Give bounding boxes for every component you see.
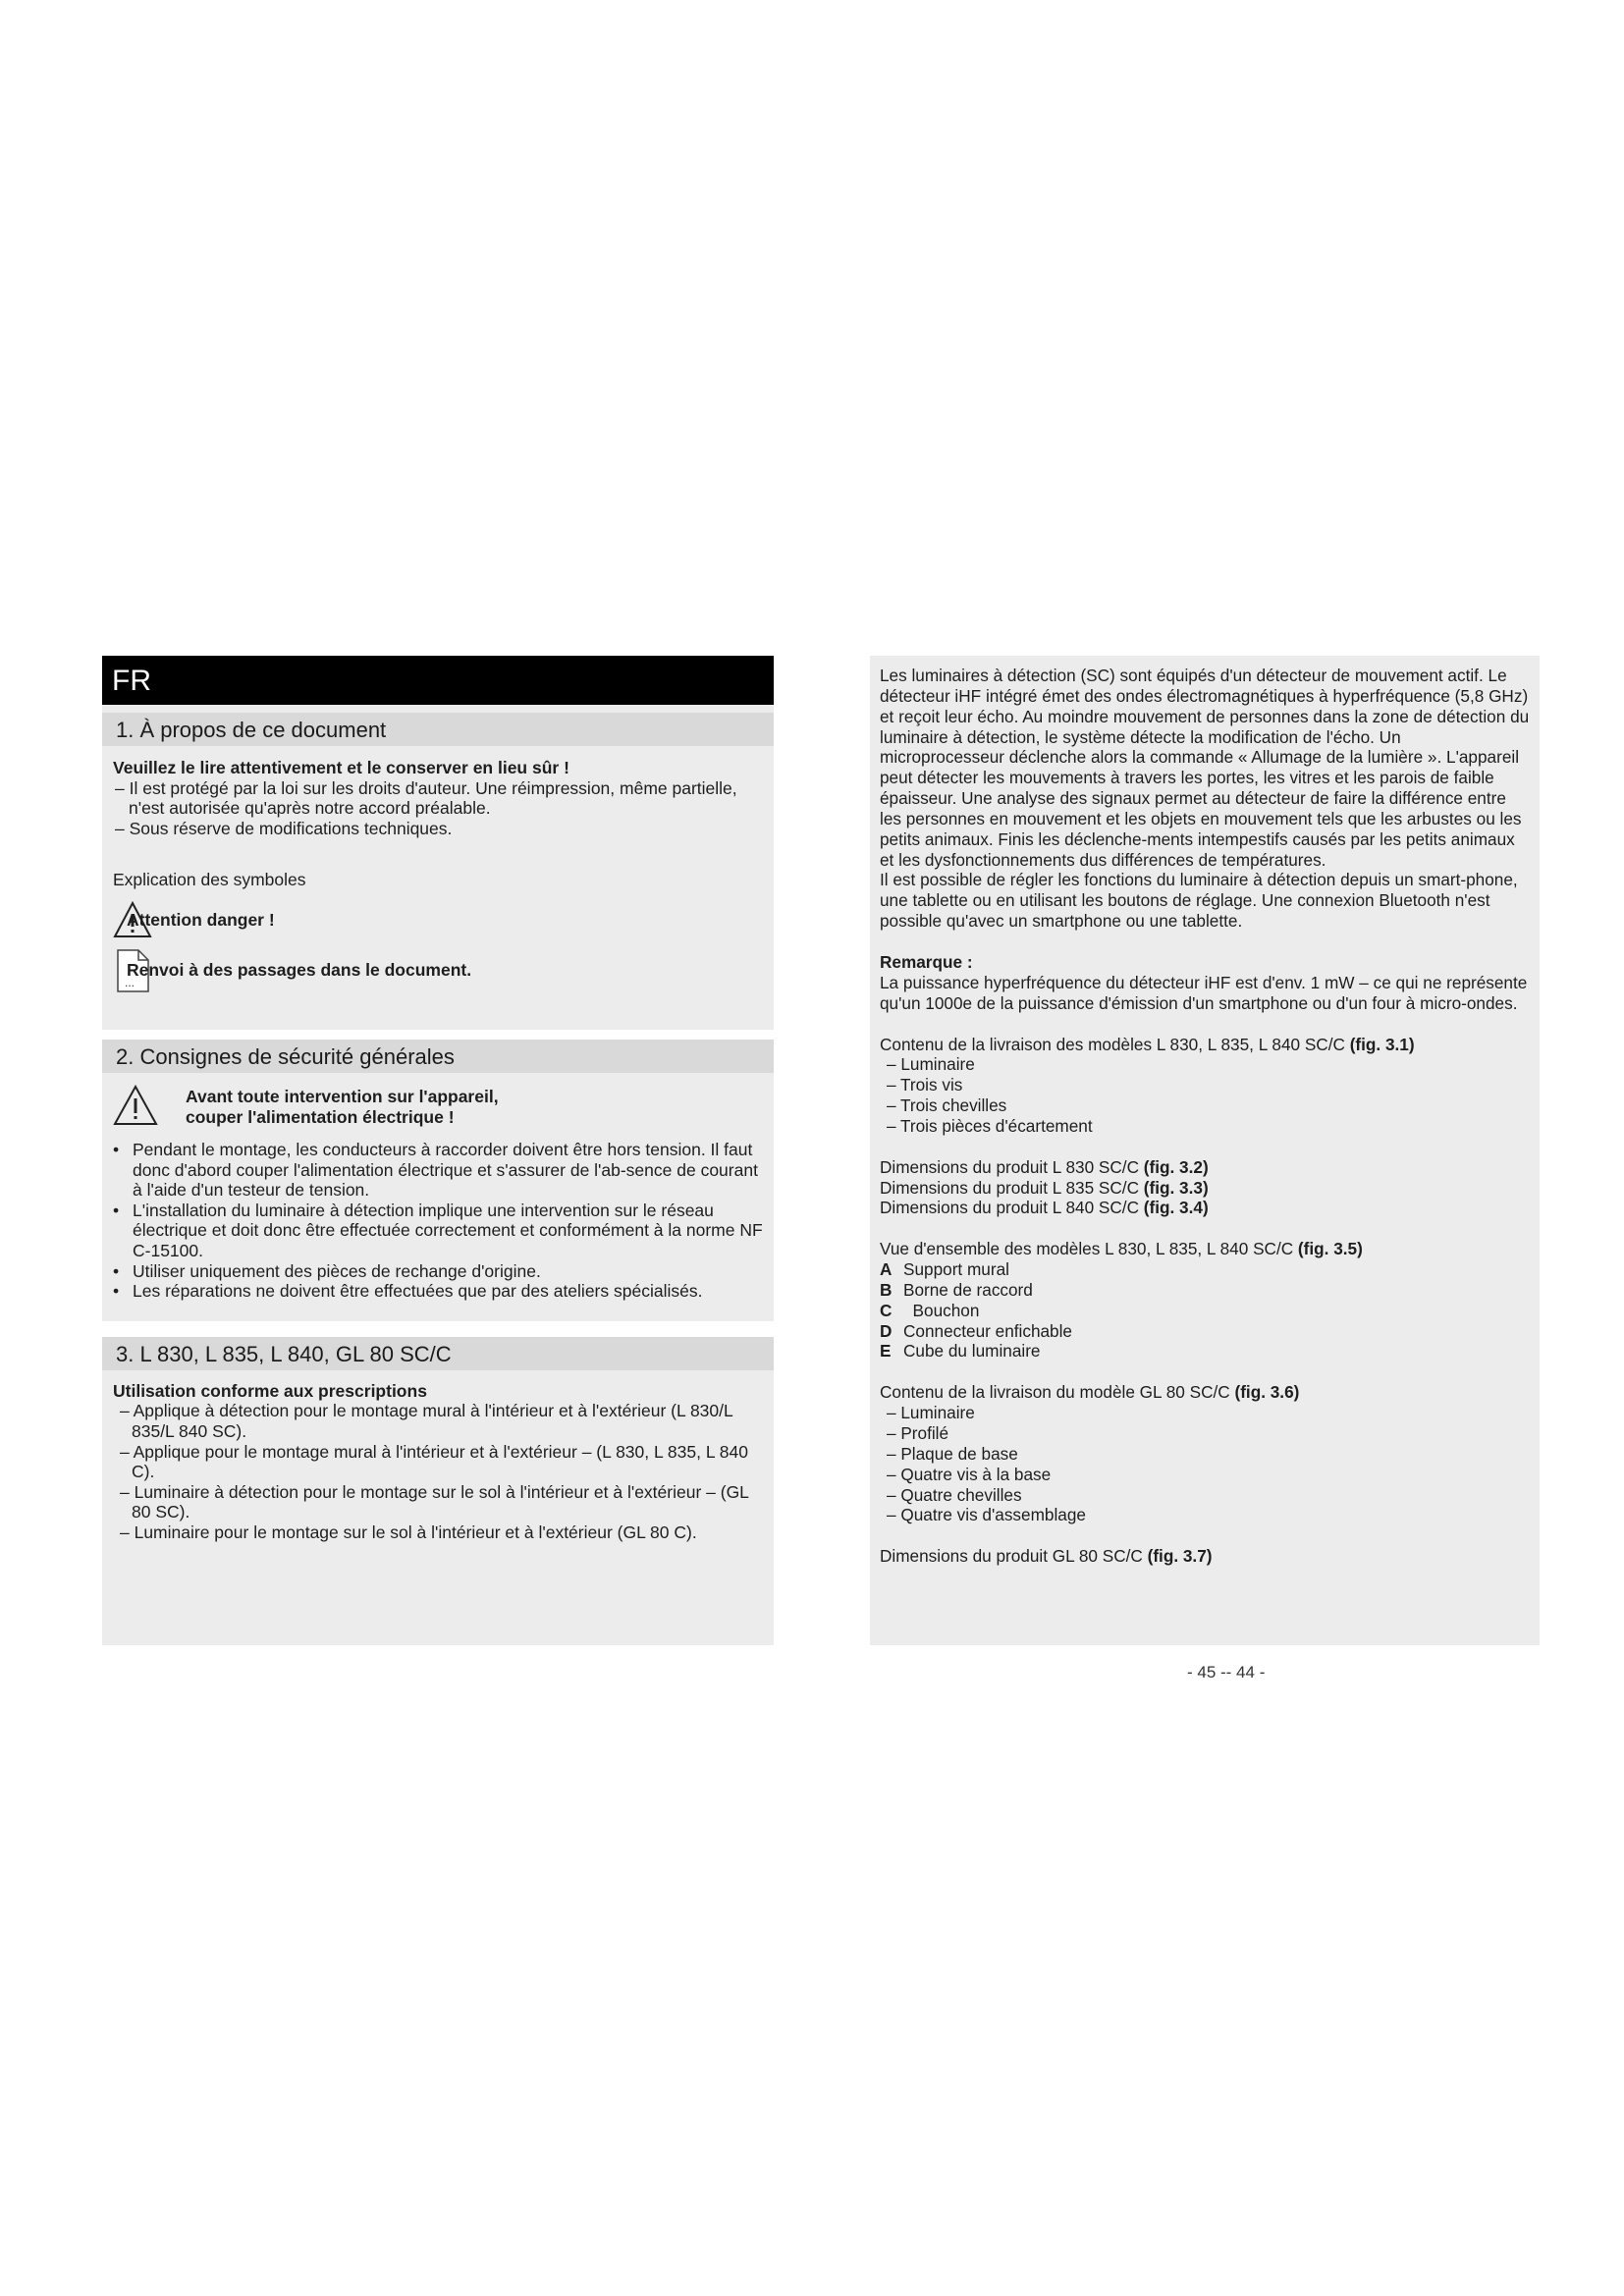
list-item: – Trois vis — [887, 1075, 963, 1095]
warning-triangle-icon — [113, 1085, 158, 1131]
section-1-intro: Veuillez le lire attentivement et le conserver en lieu sûr ! — [113, 758, 569, 777]
warning-line-1: Avant toute intervention sur l'appareil, — [186, 1086, 499, 1106]
list-item: – Luminaire pour le montage sur le sol à l'intérieur et à l'extérieur (GL 80 C). — [120, 1522, 697, 1542]
settings-paragraph: Il est possible de régler les fonctions du luminaire à détection depuis un smart-phone, une tablette ou en utilisant les boutons de réglage. Une connexion Bluetooth n'est possible qu'avec un smartphone ou une tablette. — [880, 870, 1518, 932]
list-item: – Il est protégé par la loi sur les droits d'auteur. Une réimpression, même partielle, n'est autorisée qu'après notre accord préalable. — [115, 777, 737, 819]
list-item: – Quatre vis à la base — [887, 1464, 1052, 1484]
section-3-subtitle: Utilisation conforme aux prescriptions — [113, 1380, 427, 1401]
part-item: B Borne de raccord — [880, 1279, 1033, 1300]
symbol-reference-label: Renvoi à des passages dans le document. — [127, 959, 472, 980]
list-item: – Applique à détection pour le montage mural à l'intérieur et à l'extérieur (L 830/L 835/L 840 SC). — [120, 1401, 733, 1441]
section-1-title: 1. À propos de ce document — [102, 713, 774, 746]
list-item: – Trois pièces d'écartement — [887, 1115, 1093, 1136]
reference-icon-dots: ... — [125, 975, 135, 989]
list-item: – Profilé — [887, 1423, 949, 1443]
part-item: C Bouchon — [880, 1300, 980, 1320]
part-item: D Connecteur enfichable — [880, 1320, 1072, 1341]
left-page-panel — [102, 656, 774, 1645]
list-item: – Quatre chevilles — [887, 1484, 1022, 1505]
warning-box — [113, 1073, 764, 1134]
list-item: • Pendant le montage, les conducteurs à raccorder doivent être hors tension. Il faut donc d'abord couper l'alimentation électrique et s'assurer de l'ab-sence de courant à l'aide d'un testeur de tension. — [113, 1139, 758, 1201]
list-item: – Luminaire à détection pour le montage sur le sol à l'intérieur et à l'extérieur – (GL 80 SC). — [120, 1481, 749, 1522]
list-item: – Luminaire — [887, 1403, 975, 1423]
warning-line-2: couper l'alimentation électrique ! — [186, 1106, 455, 1127]
dimension-line: Dimensions du produit L 830 SC/C (fig. 3.2) — [880, 1156, 1209, 1177]
list-item: • Utiliser uniquement des pièces de rechange d'origine. — [113, 1260, 541, 1281]
list-item: – Trois chevilles — [887, 1095, 1007, 1116]
list-item: – Plaque de base — [887, 1443, 1018, 1464]
right-page-panel — [870, 656, 1540, 1645]
description-paragraph: Les luminaires à détection (SC) sont équipés d'un détecteur de mouvement actif. Le détecteur iHF intégré émet des ondes électromagnétiques à hyperfréquence (5,8 GHz) et reçoit leur écho. Au moindre mouvement de personnes dans la zone de détection du luminaire à détection, le système détecte la modification de l'écho. Un microprocesseur déclenche alors la commande « Allumage de la lumière ». L'appareil peut détecter les mouvements à travers les portes, les vitres et les parois de faible épaisseur. Une analyse des signaux permet au détecteur de faire la différence entre les personnes en mouvement et les objets en mouvement tels que les arbustes ou les petits animaux. Finis les déclenche-ments intempestifs causés par les petits animaux et les dysfonctionnements dus différences de températures. — [880, 666, 1530, 870]
delivery-l-series: Contenu de la livraison des modèles L 830, L 835, L 840 SC/C (fig. 3.1) — [880, 1034, 1415, 1054]
list-item: – Applique pour le montage mural à l'intérieur et à l'extérieur – (L 830, L 835, L 840 C). — [120, 1441, 748, 1482]
section-2-body — [102, 1073, 774, 1302]
list-item: • Les réparations ne doivent être effectuées que par des ateliers spécialisés. — [113, 1281, 703, 1302]
symbol-reference-row — [113, 947, 764, 994]
list-item: – Luminaire — [887, 1054, 975, 1075]
section-1-body — [102, 746, 774, 994]
symbol-danger-row — [113, 900, 764, 947]
list-item: – Sous réserve de modifications techniques. — [115, 818, 453, 838]
delivery-gl-series: Contenu de la livraison du modèle GL 80 SC/C (fig. 3.6) — [880, 1382, 1300, 1403]
right-page-body — [870, 656, 1540, 1567]
dimension-line: Dimensions du produit L 840 SC/C (fig. 3.4) — [880, 1198, 1209, 1218]
language-header: FR — [102, 656, 774, 705]
dimension-line-gl: Dimensions du produit GL 80 SC/C (fig. 3.7) — [880, 1546, 1213, 1567]
section-3-body — [102, 1370, 774, 1543]
part-item: A Support mural — [880, 1259, 1009, 1280]
section-3-title: 3. L 830, L 835, L 840, GL 80 SC/C — [102, 1337, 774, 1370]
list-item: – Quatre vis d'assemblage — [887, 1505, 1086, 1525]
dimension-line: Dimensions du produit L 835 SC/C (fig. 3.3) — [880, 1177, 1209, 1198]
symbols-title: Explication des symboles — [113, 870, 306, 890]
section-2-title: 2. Consignes de sécurité générales — [102, 1040, 774, 1073]
part-item: E Cube du luminaire — [880, 1341, 1041, 1362]
overview-title: Vue d'ensemble des modèles L 830, L 835, L 840 SC/C (fig. 3.5) — [880, 1239, 1363, 1259]
list-item: • L'installation du luminaire à détection implique une intervention sur le réseau électrique et doit donc être effectuée correctement et conformément à la norme NF C-15100. — [113, 1200, 763, 1260]
page-numbers: - 45 -- 44 - — [1187, 1663, 1266, 1682]
remark-text: La puissance hyperfréquence du détecteur iHF est d'env. 1 mW – ce qui ne représente qu'un 1000e de la puissance d'émission d'un smartphone ou d'un four à micro-ondes. — [880, 972, 1528, 1013]
symbol-danger-label: Attention danger ! — [127, 909, 275, 930]
remark-title: Remarque : — [880, 951, 973, 972]
